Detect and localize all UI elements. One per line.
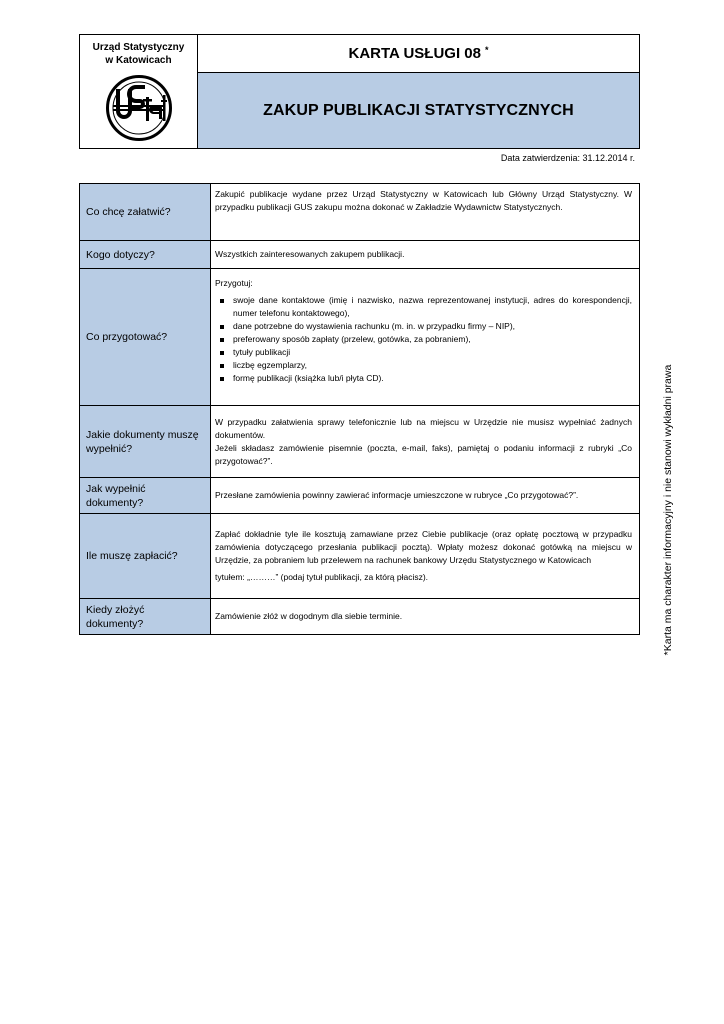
- office-name-line1: Urząd Statystyczny: [92, 42, 185, 53]
- documents-text-1: W przypadku załatwienia sprawy telefonicznie lub na miejscu w Urzędzie nie musisz wypełniać żadnych dokumentów.: [215, 416, 632, 440]
- payment-text-1: Zapłać dokładnie tyle ile kosztują zamawiane przez Ciebie publikacje (oraz opłatę pocztową w przypadku zamówienia dotyczącego przesłania publikacji pocztą). Wpłaty możesz dokonać gotówką na miejscu w Urzędzie, za pobraniem lub przelewem na rachunek bankowy Urzędu Statystycznego w Katowicach: [215, 529, 632, 565]
- service-title: ZAKUP PUBLIKACJI STATYSTYCZNYCH: [263, 101, 574, 119]
- payment-text-2: tytułem: „………” (podaj tytuł publikacji, za którą płacisz).: [215, 572, 429, 582]
- question-payment: Ile muszę zapłacić?: [80, 514, 211, 599]
- table-row: [80, 184, 640, 241]
- office-name-line2: w Katowicach: [105, 55, 172, 66]
- answer-documents: [211, 406, 640, 478]
- table-row: [80, 514, 640, 599]
- question-documents: Jakie dokumenty muszę wypełnić?: [80, 406, 211, 478]
- list-item: dane potrzebne do wystawienia rachunku (m. in. w przypadku firmy – NIP),: [233, 320, 632, 333]
- answer-fill: Przesłane zamówienia powinny zawierać informacje umieszczone w rubryce „Co przygotować?”.: [211, 478, 640, 514]
- prepare-list: [215, 294, 632, 385]
- table-row: [80, 406, 640, 478]
- question-who: Kogo dotyczy?: [80, 241, 211, 269]
- list-item: swoje dane kontaktowe (imię i nazwisko, nazwa reprezentowanej instytucji, adres do korespondencji, numer telefonu kontaktowego),: [233, 295, 632, 318]
- documents-text-2: Jeżeli składasz zamówienie pisemnie (poczta, e-mail, faks), pamiętaj o podaniu informacji z rubryki „Co przygotować?”.: [215, 442, 632, 466]
- table-row: [80, 269, 640, 406]
- table-row: [80, 478, 640, 514]
- service-info-table: [79, 183, 640, 635]
- answer-who: Wszystkich zainteresowanych zakupem publikacji.: [211, 241, 640, 269]
- list-item: liczbę egzemplarzy,: [233, 359, 632, 372]
- office-cell: [80, 35, 198, 148]
- list-item: tytuły publikacji: [233, 346, 632, 359]
- approval-date: Data zatwierdzenia: 31.12.2014 r.: [500, 153, 635, 163]
- answer-when: Zamówienie złóż w dogodnym dla siebie terminie.: [211, 599, 640, 635]
- header-table: [79, 34, 640, 149]
- office-name: [93, 41, 185, 67]
- question-what: Co chcę załatwić?: [80, 184, 211, 241]
- list-item: formę publikacji (książka lub/i płyta CD).: [233, 372, 632, 385]
- list-item: preferowany sposób zapłaty (przelew, gotówka, za pobraniem),: [233, 333, 632, 346]
- question-when: Kiedy złożyć dokumenty?: [80, 599, 211, 635]
- prepare-intro: Przygotuj:: [215, 278, 253, 288]
- question-fill: Jak wypełnić dokumenty?: [80, 478, 211, 514]
- table-row: [80, 599, 640, 635]
- logo-text: UStat: [104, 75, 108, 76]
- card-title: [198, 35, 639, 73]
- question-prepare: Co przygotować?: [80, 269, 211, 406]
- card-title-asterisk: *: [485, 44, 489, 55]
- title-cell: [198, 35, 639, 148]
- card-title-text: KARTA USŁUGI 08: [348, 45, 481, 62]
- answer-what: Zakupić publikacje wydane przez Urząd Statystyczny w Katowicach lub Główny Urząd Statystyczny. W przypadku publikacji GUS zakupu można dokonać w Zakładzie Wydawnictw Statystycznych.: [211, 184, 640, 241]
- answer-payment: [211, 514, 640, 599]
- ustat-logo: [105, 75, 173, 141]
- answer-prepare: [211, 269, 640, 406]
- table-row: [80, 241, 640, 269]
- side-note-text: *Karta ma charakter informacyjny i nie stanowi wykładni prawa: [662, 364, 674, 656]
